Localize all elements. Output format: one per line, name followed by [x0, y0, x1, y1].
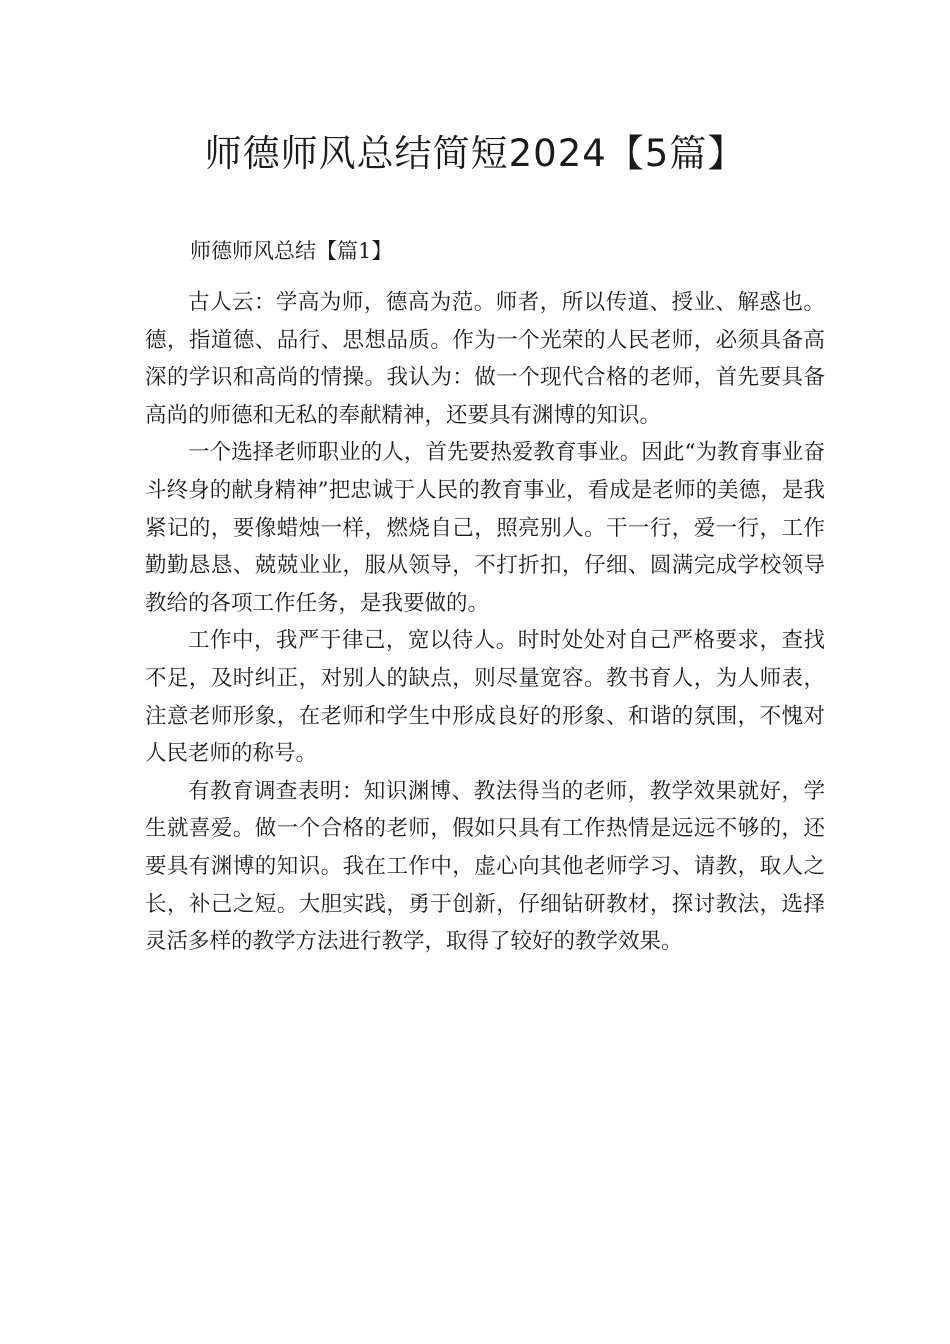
- paragraph-4: 有教育调查表明：知识渊博、教法得当的老师，教学效果就好，学生就喜爱。做一个合格的老师，假如只具有工作热情是远远不够的，还要具有渊博的知识。我在工作中，虚心向其他老师学习、请教，取人之长，补己之短。大胆实践，勇于创新，仔细钻研教材，探讨教法，选择灵活多样的教学方法进行教学，取得了较好的教学效果。: [145, 778, 825, 955]
- document-body: [145, 284, 825, 961]
- document-title: 师德师风总结简短2024【5篇】: [204, 132, 746, 175]
- paragraph-1: 古人云：学高为师，德高为范。师者，所以传道、授业、解惑也。德，指道德、品行、思想品质。作为一个光荣的人民老师，必须具备高深的学识和高尚的情操。我认为：做一个现代合格的老师，首先要具备高尚的师德和无私的奉献精神，还要具有渊博的知识。: [145, 290, 825, 428]
- section-heading: 师德师风总结【篇1】: [190, 239, 393, 263]
- paragraph-3: 工作中，我严于律己，宽以待人。时时处处对自己严格要求，查找不足，及时纠正，对别人的缺点，则尽量宽容。教书育人，为人师表，注意老师形象，在老师和学生中形成良好的形象、和谐的氛围，不愧对人民老师的称号。: [145, 628, 825, 767]
- paragraph-2: 一个选择老师职业的人，首先要热爱教育事业。因此“为教育事业奋斗终身的献身精神”把忠诚于人民的教育事业，看成是老师的美德，是我紧记的，要像蜡烛一样，燃烧自己，照亮别人。干一行，爱一行，工作勤勤恳恳、兢兢业业，服从领导，不打折扣，仔细、圆满完成学校领导教给的各项工作任务，是我要做的。: [145, 440, 825, 616]
